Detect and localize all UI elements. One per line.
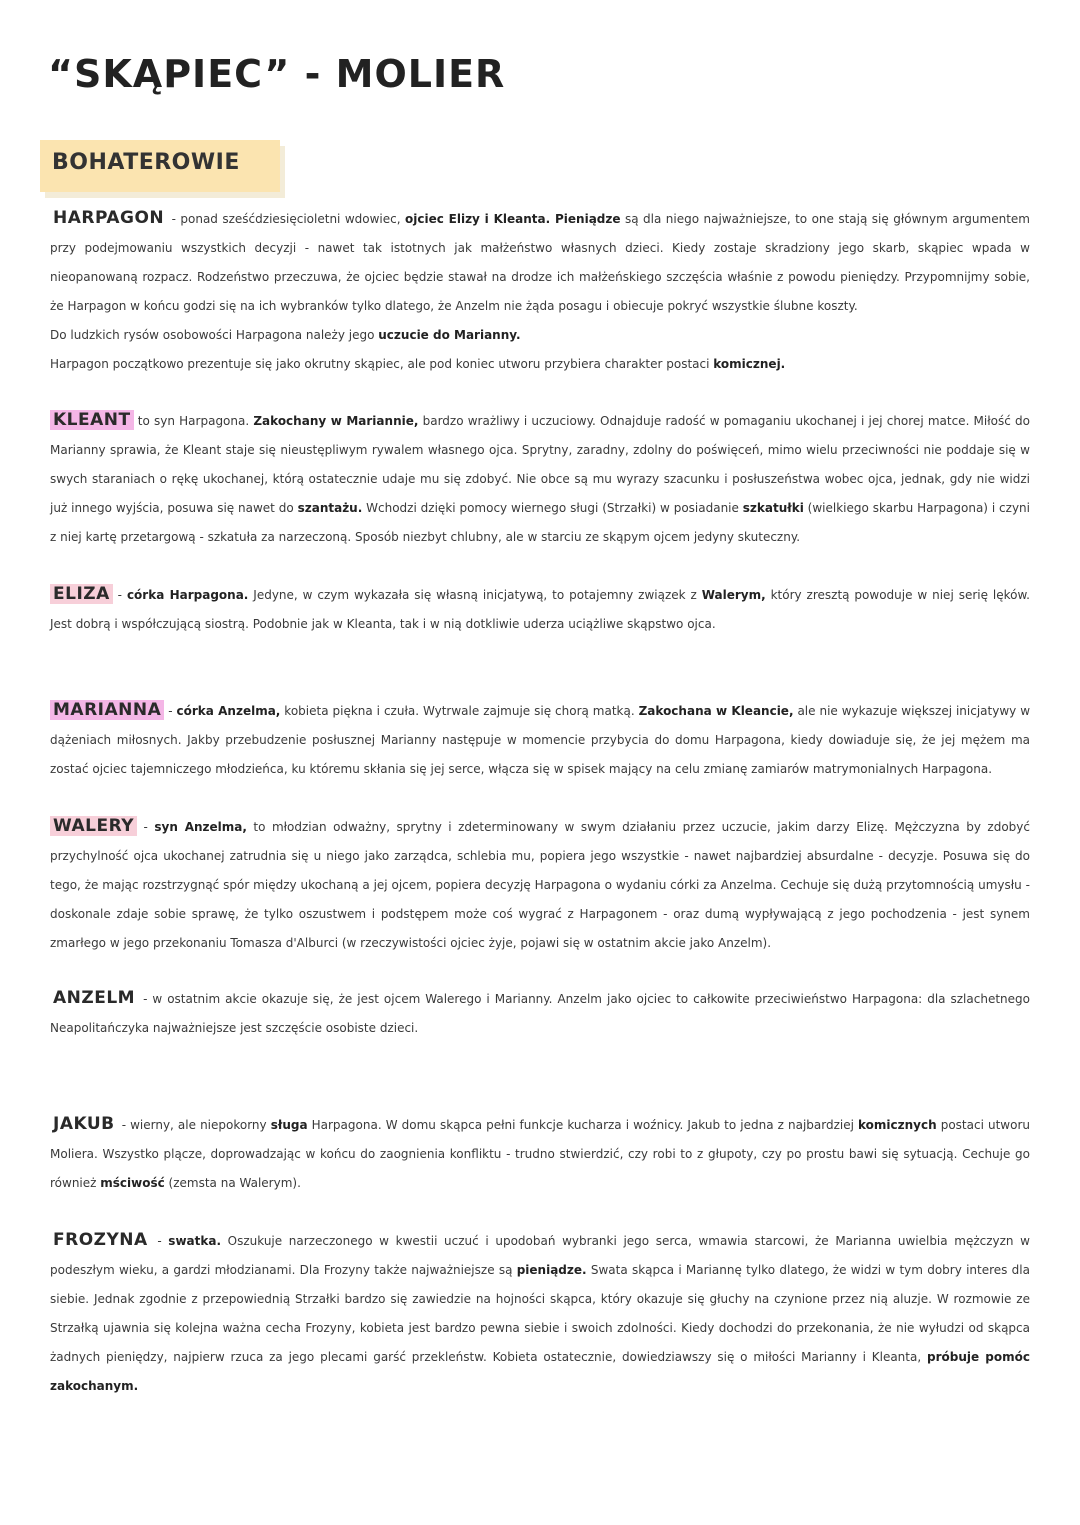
- text: - ponad sześćdziesięcioletni wdowiec,: [167, 212, 405, 226]
- character-name: ANZELM: [53, 988, 136, 1008]
- harpagon-comic: [50, 350, 1030, 379]
- page-title: “SKĄPIEC” - MOLIER: [48, 52, 506, 96]
- text: są dla niego najważniejsze, to one stają się głównym argumentem przy podejmowaniu wszystkich decyzji - nawet tak istotnych jak małżeństwo własnych dzieci. Kiedy zostaje skradziony jego skarb, skąpiec wpada w nieopanowaną rozpacz. Rodzeństwo przeczuwa, że ojciec będzie stawał na drodze ich małżeńskiego szczęścia właśnie z powodu pieniędzy. Przypomnijmy sobie, że Harpagon w końcu godzi się na ich wybranków tylko dlatego, że Anzelm nie żąda posagu i obiecuje pokryć wszystkie ślubne koszty.: [50, 212, 1030, 313]
- text: -: [164, 704, 177, 718]
- character-kleant: [50, 406, 1030, 552]
- bold-text: próbuje pomóc zakochanym.: [50, 1350, 1030, 1393]
- character-jakub: [50, 1110, 1030, 1198]
- character-walery: [50, 812, 1030, 958]
- text: Wchodzi dzięki pomocy wiernego sługi (Strzałki) w posiadanie: [362, 501, 743, 515]
- bold-text: Zakochany w Mariannie,: [253, 414, 419, 428]
- character-name: HARPAGON: [53, 208, 165, 228]
- character-harpagon: [50, 204, 1030, 379]
- bold-text: Zakochana w Kleancie,: [638, 704, 794, 718]
- bold-text: ojciec Elizy i Kleanta. Pieniądze: [405, 212, 621, 226]
- bold-text: pieniądze.: [516, 1263, 587, 1277]
- text: -: [112, 588, 127, 602]
- text: Do ludzkich rysów osobowości Harpagona należy jego: [50, 328, 379, 342]
- text: Jedyne, w czym wykazała się własną inicjatywą, to potajemny związek z: [248, 588, 702, 602]
- character-marianna: [50, 696, 1030, 784]
- bold-text: szantażu.: [297, 501, 363, 515]
- kleant-description: [50, 406, 1030, 552]
- bold-text: uczucie do Marianny.: [378, 328, 521, 342]
- character-name: KLEANT: [50, 410, 134, 430]
- harpagon-description: [50, 204, 1030, 321]
- text: (wielkiego skarbu Harpagona) i czyni z niej kartę przetargową - szkatuła za narzeczoną. Sposób niezbyt chlubny, ale w starciu ze skąpym ojcem jedyny skuteczny.: [50, 501, 1030, 544]
- character-name: JAKUB: [53, 1114, 115, 1134]
- character-frozyna: [50, 1226, 1030, 1401]
- text: (zemsta na Walerym).: [164, 1176, 301, 1190]
- bold-text: córka Anzelma,: [176, 704, 281, 718]
- text: -: [150, 1234, 169, 1248]
- text: - wierny, ale niepokorny: [117, 1118, 271, 1132]
- text: -: [137, 820, 155, 834]
- bold-text: komicznej.: [713, 357, 786, 371]
- text: Swata skąpca i Mariannę tylko dlatego, że widzi w tym dobry interes dla siebie. Jednak zgodnie z przepowiednią Strzałki bardzo się zawiedzie na hojności skąpca, który okazuje się głuchy na czynione przez nią aluzje. W rozmowie ze Strzałką ujawnia się kolejna ważna cecha Frozyny, kobieta jest bardzo pewna siebie i swoich zdolności. Kiedy dochodzi do przekonania, że nie wyłudzi od skąpca żadnych pieniędzy, najpierw rzuca za jego plecami garść przekleństw. Kobieta ostatecznie, dowiedziawszy się o miłości Marianny i Kleanta,: [50, 1263, 1030, 1364]
- harpagon-feeling: [50, 321, 1030, 350]
- text: ale nie wykazuje większej inicjatywy w dążeniach miłosnych. Jakby przebudzenie posłusznej Marianny następuje w momencie przybycia do domu Harpagona, kiedy dowiaduje się, że jej mężem ma zostać ojciec tajemniczego młodzieńca, ku któremu skłania się jej serce, włącza się w spisek mający na celu zmianę zamiarów matrymonialnych Harpagona.: [50, 704, 1031, 776]
- character-eliza: [50, 580, 1030, 639]
- bold-text: córka Harpagona.: [126, 588, 249, 602]
- bold-text: syn Anzelma,: [154, 820, 247, 834]
- character-anzelm: [50, 984, 1030, 1043]
- text: postaci utworu Moliera. Wszystko plącze, doprowadzając w końcu do zaognienia konfliktu - trudno stwierdzić, czy robi to z głupoty, czy po prostu bawi się sytuacją. Cechuje go również: [50, 1118, 1030, 1190]
- section-title: BOHATEROWIE: [52, 150, 240, 175]
- text: Oszukuje narzeczonego w kwestii uczuć i upodobań wybranki jego serca, wmawia starcowi, że Marianna uwielbia mężczyzn w podeszłym wieku, a gardzi młodzianami. Dla Frozyny także najważniejsze są: [50, 1234, 1030, 1277]
- text: Harpagona. W domu skąpca pełni funkcje kucharza i woźnicy. Jakub to jedna z najbardziej: [307, 1118, 859, 1132]
- eliza-description: [50, 580, 1030, 639]
- character-name: WALERY: [50, 816, 137, 836]
- bold-text: Walerym,: [701, 588, 766, 602]
- bold-text: sługa: [270, 1118, 308, 1132]
- text: to młodzian odważny, sprytny i zdeterminowany w swym działaniu przez uczucie, jakim darzy Elizę. Mężczyzna by zdobyć przychylność ojca ukochanej zatrudnia się u niego jako zarządca, schlebia mu, popiera jego wszystkie - nawet najbardziej absurdalne - decyzje. Posuwa się do tego, że mając rozstrzygnąć spór między ukochaną a jej ojcem, popiera decyzję Harpagona o wydaniu córki za Anzelma. Cechuje się dużą przytomnością umysłu - doskonale zdaje sobie sprawę, że tylko oszustwem i podstępem może coś wygrać z Harpagonem - oraz dumą wypływającą z jego pochodzenia - jest synem zmarłego w jego przekonaniu Tomasza d'Alburci (w rzeczywistości ojciec żyje, pojawi się w ostatnim akcie jako Anzelm).: [50, 820, 1030, 950]
- text: - w ostatnim akcie okazuje się, że jest ojcem Walerego i Marianny. Anzelm jako ojciec to całkowite przeciwieństwo Harpagona: dla szlachetnego Neapolitańczyka najważniejsze jest szczęście osobiste dzieci.: [50, 992, 1030, 1035]
- bold-text: komicznych: [858, 1118, 937, 1132]
- character-name: FROZYNA: [53, 1230, 148, 1250]
- anzelm-description: [50, 984, 1030, 1043]
- bold-text: mściwość: [100, 1176, 165, 1190]
- text: Harpagon początkowo prezentuje się jako okrutny skąpiec, ale pod koniec utworu przybiera charakter postaci: [50, 357, 714, 371]
- bold-text: swatka.: [168, 1234, 221, 1248]
- character-name: ELIZA: [50, 584, 113, 604]
- jakub-description: [50, 1110, 1030, 1198]
- walery-description: [50, 812, 1030, 958]
- text: kobieta piękna i czuła. Wytrwale zajmuje się chorą matką.: [280, 704, 639, 718]
- bold-text: szkatułki: [742, 501, 804, 515]
- marianna-description: [50, 696, 1030, 784]
- character-name: MARIANNA: [50, 700, 164, 720]
- text: bardzo wrażliwy i uczuciowy. Odnajduje radość w pomaganiu ukochanej i jej chorej matce. Miłość do Marianny sprawia, że Kleant staje się nieustępliwym rywalem własnego ojca. Sprytny, zaradny, zdolny do poświęceń, mimo wielu przeciwności nie poddaje się w swych staraniach o rękę ukochanej, którą ostatecznie udaje mu się zdobyć. Nie obce są mu wyrazy szacunku i posłuszeństwa wobec ojca, jednak, gdy nie widzi już innego wyjścia, posuwa się nawet do: [50, 414, 1030, 515]
- text: to syn Harpagona.: [133, 414, 254, 428]
- text: który zresztą powoduje w niej serię lęków. Jest dobrą i współczującą siostrą. Podobnie jak w Kleanta, tak i w nią dotkliwie uderza uciążliwe skąpstwo ojca.: [50, 588, 1031, 631]
- section-header-box: [40, 140, 280, 192]
- frozyna-description: [50, 1226, 1030, 1401]
